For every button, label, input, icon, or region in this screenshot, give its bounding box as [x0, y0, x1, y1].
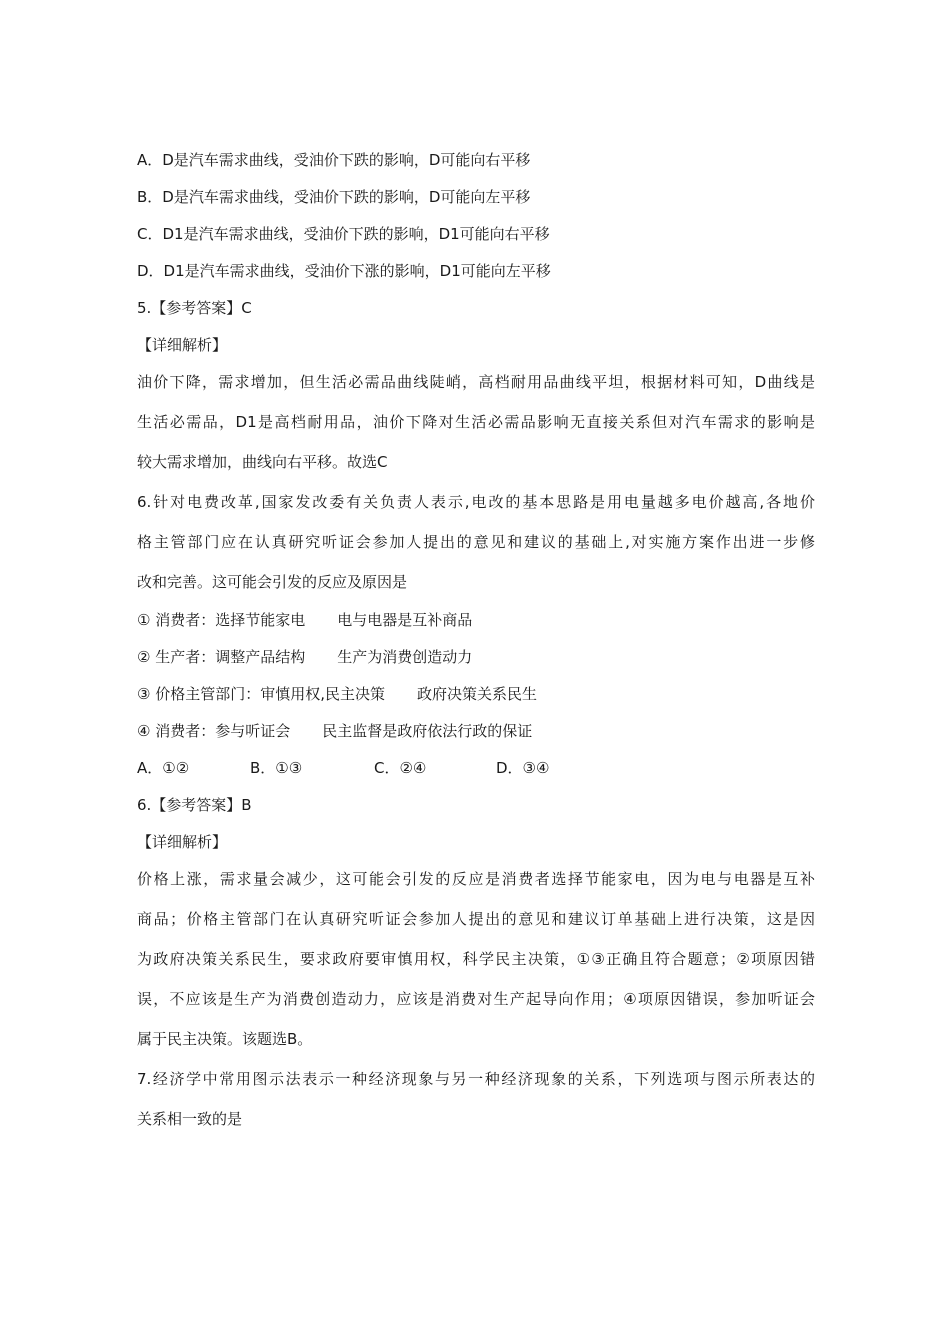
q5-analysis-line: 生活必需品，D1是高档耐用品，油价下降对生活必需品影响无直接关系但对汽车需求的影响是 [137, 413, 815, 431]
q6-stem-line: 6.针对电费改革,国家发改委有关负责人表示,电改的基本思路是用电量越多电价越高,各地价 [137, 493, 815, 511]
q6-choice-b: B．①③ [250, 759, 303, 777]
q6-item-2 [137, 647, 472, 667]
q6-analysis-line: 商品；价格主管部门在认真研究听证会参加人提出的意见和建议订单基础上进行决策，这是因 [137, 910, 815, 928]
q5-option-c: C．D1是汽车需求曲线，受油价下跌的影响，D1可能向右平移 [137, 225, 550, 243]
q6-item-right: 生产为消费创造动力 [337, 648, 473, 666]
q5-option-d: D．D1是汽车需求曲线，受油价下涨的影响，D1可能向左平移 [137, 262, 551, 280]
q6-item-1 [137, 610, 472, 630]
q6-analysis-line: 误，不应该是生产为消费创造动力，应该是消费对生产起导向作用；④项原因错误，参加听证会 [137, 990, 815, 1008]
q5-analysis-line: 油价下降，需求增加，但生活必需品曲线陡峭，高档耐用品曲线平坦，根据材料可知，D曲线是 [137, 373, 815, 391]
q6-analysis-title: 【详细解析】 [137, 833, 228, 851]
q6-item-right: 电与电器是互补商品 [337, 611, 473, 629]
q6-stem-line: 格主管部门应在认真研究听证会参加人提出的意见和建议的基础上,对实施方案作出进一步修 [137, 533, 815, 551]
q6-choice-a: A．①② [137, 759, 190, 777]
q5-option-a: A．D是汽车需求曲线，受油价下跌的影响，D可能向右平移 [137, 151, 531, 169]
q7-stem-line: 7.经济学中常用图示法表示一种经济现象与另一种经济现象的关系，下列选项与图示所表达的 [137, 1070, 815, 1088]
q5-option-b: B．D是汽车需求曲线，受油价下跌的影响，D可能向左平移 [137, 188, 531, 206]
q5-analysis-line: 较大需求增加，曲线向右平移。故选C [137, 453, 388, 471]
q6-item-left: ③ 价格主管部门：审慎用权,民主决策 [137, 685, 385, 703]
q5-analysis-title: 【详细解析】 [137, 336, 228, 354]
q6-item-left: ④ 消费者：参与听证会 [137, 722, 291, 740]
q6-choice-d: D．③④ [496, 759, 550, 777]
q6-answer: 6.【参考答案】B [137, 796, 252, 814]
q6-stem-line: 改和完善。这可能会引发的反应及原因是 [137, 573, 408, 591]
q6-choice-c: C．②④ [374, 759, 427, 777]
q6-analysis-line: 价格上涨，需求量会减少，这可能会引发的反应是消费者选择节能家电，因为电与电器是互补 [137, 870, 815, 888]
q6-item-left: ① 消费者：选择节能家电 [137, 611, 306, 629]
q5-answer: 5.【参考答案】C [137, 299, 252, 317]
q6-analysis-line: 为政府决策关系民生，要求政府要审慎用权，科学民主决策，①③正确且符合题意；②项原因错 [137, 950, 815, 968]
q6-analysis-line: 属于民主决策。该题选B。 [137, 1030, 313, 1048]
q6-item-4 [137, 721, 532, 741]
q6-item-right: 政府决策关系民生 [417, 685, 538, 703]
q6-item-3 [137, 684, 537, 704]
q6-item-left: ② 生产者：调整产品结构 [137, 648, 306, 666]
q6-item-right: 民主监督是政府依法行政的保证 [322, 722, 533, 740]
q7-stem-line: 关系相一致的是 [137, 1110, 243, 1128]
